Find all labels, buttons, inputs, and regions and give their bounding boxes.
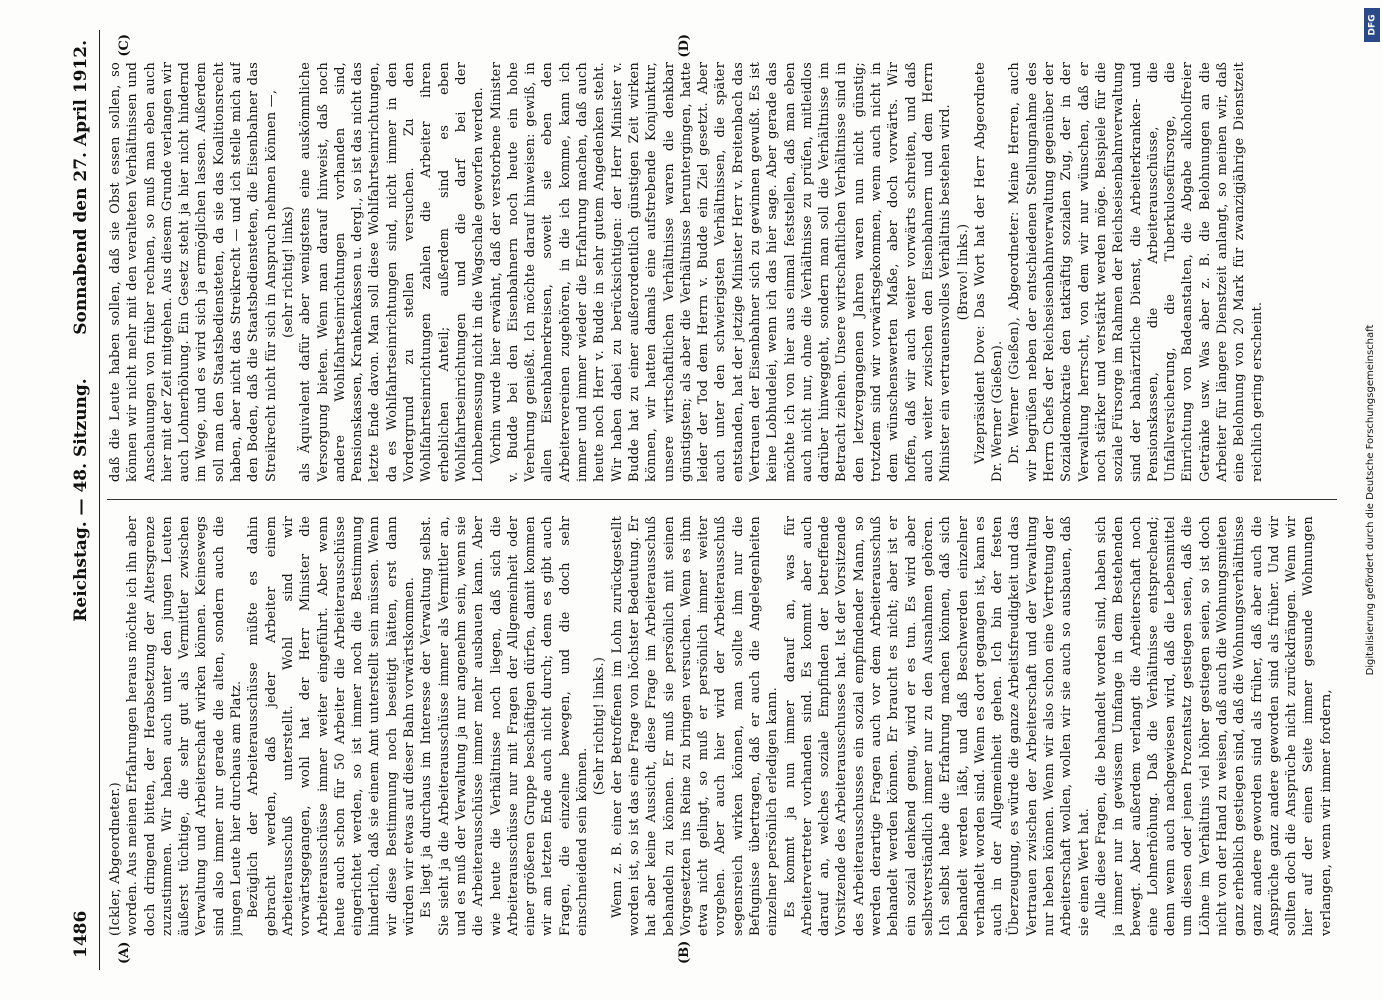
page-header: [65, 30, 99, 970]
margin-mark-c: (C): [117, 34, 132, 57]
text-column-left: [107, 516, 1337, 936]
paragraph: (Sehr richtig! links.): [592, 656, 608, 796]
margin-mark-d: (D): [677, 34, 692, 58]
column-divider: [107, 499, 1337, 500]
paragraph: daß die Leute haben sollen, daß sie Obst essen sollen, so können wir nicht mehr mit den veralteten Verhältnissen und Anschauungen von früher rechnen, so muß man eben auch hier mit der Zeit mitgehen. Aus diesem Grunde verlangen wir auch Lohnerhöhung. Ein Gesetz steht ja hier nicht hindernd im Wege, und es wird sich ja ermöglichen lassen. Außerdem soll man den Staatsbediensteten, da sie das Koalitionsrecht haben, aber nicht das Streikrecht — und ich stelle mich auf den Boden, daß die Staatsbediensteten, die Eisenbahner das Streikrecht nicht für sich in Anspruch nehmen können —,: [108, 62, 279, 482]
paragraph: Vizepräsident Dove: Das Wort hat der Herr Abgeordnete Dr. Werner (Gießen).: [972, 62, 1006, 482]
paragraph: Vorhin wurde hier erwähnt, daß der verstorbene Minister v. Budde bei den Eisenbahnern noch heute ein hohe Verehrung genießt. Ich möchte darauf hinweisen: gewiß, in allen Eisenbahnerkreisen, soweit sie eben den Arbeitervereinen zugehören, in die ich komme, kann ich immer und immer wieder die Erfahrung machen, daß auch heute noch Herr v. Budde in sehr gutem Angedenken steht. Wir haben dabei zu berücksichtigen: der Herr Minister v. Budde hat zu einer außerordentlich günstigen Zeit wirken können, wir hatten damals eine aufstrebende Konjunktur, unsere wirtschaftlichen Verhältnisse waren die denkbar günstigsten; als aber die Verhältnisse heruntergingen, hatte leider der Tod dem Herrn v. Budde ein Ziel gesetzt. Aber auch unter den schwierigsten Verhältnissen, die später entstanden, hat der jetzige Minister Herr v. Breitenbach das Vertrauen der Eisenbahner sich zu gewinnen gewußt. Es ist keine Lobhudelei, wenn ich das hier sage. Aber gerade das möchte ich von hier aus einmal feststellen, daß man eben auch nicht nur, ohne die Verhältnisse zu prüfen, mitleidlos darüber hinweggeht, sondern man soll die Verhältnisse im Betracht ziehen. Unsere wirtschaftlichen Verhältnisse sind in den letzvergangenen Jahren waren nun nicht günstig; trotzdem sind wir vorwärtsgekommen, wenn auch nicht in dem wünschenswerten Maße, aber doch vorwärts. Wir hoffen, daß wir auch weiter vorwärts schreiten, und daß auch weiter zwischen den Eisenbahnern und dem Herrn Minister ein vertrauensvolles Verhältnis bestehen wird.: [488, 62, 954, 482]
paragraph: (Bravo! links.): [955, 223, 971, 321]
paragraph: Dr. Werner (Gießen), Abgeordneter: Meine Herren, auch wir begrüßen neben der entschiedenen Stellungnahme des Herrn Chefs der Reichseisenbahnverwaltung gegenüber der Sozialdemokratie den tatkräftig sozialen Zug, der in der Verwaltung herrscht, von dem wir nur wünschen, daß er noch stärker und verstärkt werden möge. Beispiele für die soziale Fürsorge im Rahmen der Reichseisenbahnverwaltung sind der bahnärztliche Dienst, die Arbeiterkranken- und Pensionskassen, die Arbeiterausschüsse, die Unfallversicherung, die Tuberkulosefürsorge, die Einrichtung von Badeanstalten, die Abgabe alkoholfreier Getränke usw. Was aber z. B. die Belohnungen an die Arbeiter für längere Dienstzeit anlangt, so meinen wir, daß eine Belohnung von 20 Mark für zwanzigjährige Dienstzeit reichlich gering erscheint.: [1007, 62, 1265, 482]
session-title: Reichstag. — 48. Sitzung.: [71, 378, 91, 622]
page-number: 1486: [71, 910, 91, 958]
archive-credit: Digitalisierung gefördert durch die Deutsche Forschungsgemeinschaft: [1365, 324, 1376, 676]
text-column-right: [107, 62, 1337, 482]
paragraph: (Ickler, Abgeordneter.): [108, 782, 123, 936]
margin-mark-a: (A): [117, 941, 132, 964]
session-date: Sonnabend den 27. April 1912.: [71, 40, 91, 335]
paragraph: als Äquivalent dafür aber wenigstens eine auskömmliche Versorgung bieten. Wenn man darauf hinweist, daß noch andere Wohlfahrtseinrichtungen vorhanden sind, Pensionskassen, Krankenkassen u. dergl., so ist das nicht das letzte Ende davon. Man soll diese Wohlfahrtseinrichtungen, da es Wohlfahrtseinrichtungen sind, nicht immer in den Vordergrund zu stellen versuchen. Zu den Wohlfahrtseinrichtungen zahlen die Arbeiter ihren erheblichen Anteil; außerdem sind es eben Wohlfahrtseinrichtungen und die darf bei der Lohnbemessung nicht in die Wagschale geworfen werden.: [298, 62, 487, 482]
header-rule: [99, 30, 100, 970]
rotated-newspaper-page: [65, 30, 1355, 970]
paragraph: Bezüglich der Arbeiterausschüsse müßte es dahin gebracht werden, daß jeder Arbeiter einem Arbeiterausschuß unterstellt. Wohl sind wir vorwärtsgegangen, wohl hat der Herr Minister die Arbeiterausschüsse immer weiter eingeführt. Aber wenn heute auch schon für 50 Arbeiter die Arbeiterausschüsse eingerichtet werden, so ist immer noch die Bestimmung hinderlich, daß sie einem Amt unterstellt sein müssen. Wenn wir diese Bestimmung noch beseitigt hätten, erst dann würden wir etwas auf dieser Bahn vorwärtskommen.: [246, 516, 418, 936]
paragraph: (sehr richtig! links): [280, 206, 296, 338]
margin-mark-b: (B): [677, 940, 692, 964]
paragraph: worden. Aus meinen Erfahrungen heraus möchte ich ihn aber doch dringend bitten, der Herabsetzung der Altersgrenze zuzustimmen. Wir haben auch unter den jungen Leuten äußerst tüchtige, die sehr gut als Vermittler zwischen Verwaltung und Arbeiterschaft wirken können. Keineswegs sind also immer nur gerade die alten, sondern auch die jungen Leute hier durchaus am Platz.: [125, 516, 245, 936]
dfg-logo: [1364, 8, 1380, 42]
paragraph: Es liegt ja durchaus im Interesse der Verwaltung selbst. Sie sieht ja die Arbeiterausschüsse immer als Vermittler an, und es muß der Verwaltung ja nur angenehm sein, wenn sie die Arbeiterausschüsse immer mehr ausbauen kann. Aber wie heute die Verhältnisse noch liegen, daß sich die Arbeiterausschüsse nur mit Fragen der Allgemeinheit oder einer größeren Gruppe beschäftigen dürfen, damit kommen wir am letzten Ende auch nicht durch; denn es gibt auch Fragen, die einzelne bewegen, und die doch sehr einschneidend sein können.: [419, 516, 591, 936]
paragraph: Alle diese Fragen, die behandelt worden sind, haben sich ja immer nur in gewissem Umfange in dem Bestehenden bewegt. Aber außerdem verlangt die Arbeiterschaft noch eine Lohnerhöhung. Daß die Verhältnisse entsprechend; denn wenn auch nachgewiesen wird, daß die Lebensmittel um diesen oder jenen Prozentsatz gestiegen seien, daß die Löhne im Verhältnis viel höher gestiegen seien, so ist doch nicht von der Hand zu weisen, daß auch die Wohnungsmieten ganz erheblich gestiegen sind, daß die Wohnungsverhältnisse ganz andere geworden sind als früher, daß aber auch die Ansprüche ganz andere geworden sind als früher. Und wir sollten doch die Ansprüche nicht zurückdrängen. Wenn wir hier auf der einen Seite immer gesunde Wohnungen verlangen, wenn wir immer fordern,: [1093, 516, 1334, 936]
paragraph: Es kommt ja nun immer darauf an, was für Arbeitervertreter vorhanden sind. Es kommt aber auch darauf an, welches soziale Empfinden der betreffende Vorsitzende des Arbeiterausschusses hat. Ist der Vorsitzende des Arbeiterausschusses ein sozial empfindender Mann, so werden derartige Fragen auch vor dem Arbeiterausschuß behandelt werden können. Er braucht es nicht; aber ist er ein sozial denkend genug, wird er es tun. Es wird aber selbstverständlich immer nur zu den Ausnahmen gehören. Ich selbst habe die Erfahrung machen können, daß sich behandelt werden läßt, und daß Beschwerden einzelner verhandelt worden sind. Wenn es dort gegangen ist, kann es auch in der Allgemeinheit gehen. Ich bin der festen Überzeugung, es würde die ganze Arbeitsfreudigkeit und das Vertrauen zwischen der Arbeiterschaft und der Verwaltung nur heben können. Wenn wir also schon eine Vertretung der Arbeiterschaft wollen, wollen wir sie auch so ausbauen, daß sie einen Wert hat.: [782, 516, 1092, 936]
dfg-logo-text: DFG: [1367, 14, 1378, 36]
paragraph: Wenn z. B. einer der Betroffenen im Lohn zurückgestellt worden ist, so ist das eine Frage von höchster Bedeutung. Er hat aber keine Aussicht, diese Frage im Arbeiterausschuß behandeln zu können. Er muß sie persönlich mit seinen Vorgesetzten ins Reine zu bringen versuchen. Wenn es ihm etwa nicht gelingt, so muß er persönlich immer weiter vorgehen. Aber auch hier wird der Arbeiterausschuß segensreich wirken können, man sollte ihm nur die Befugnisse übertragen, daß er auch die Angelegenheiten einzelner persönlich erledigen kann.: [609, 516, 781, 936]
